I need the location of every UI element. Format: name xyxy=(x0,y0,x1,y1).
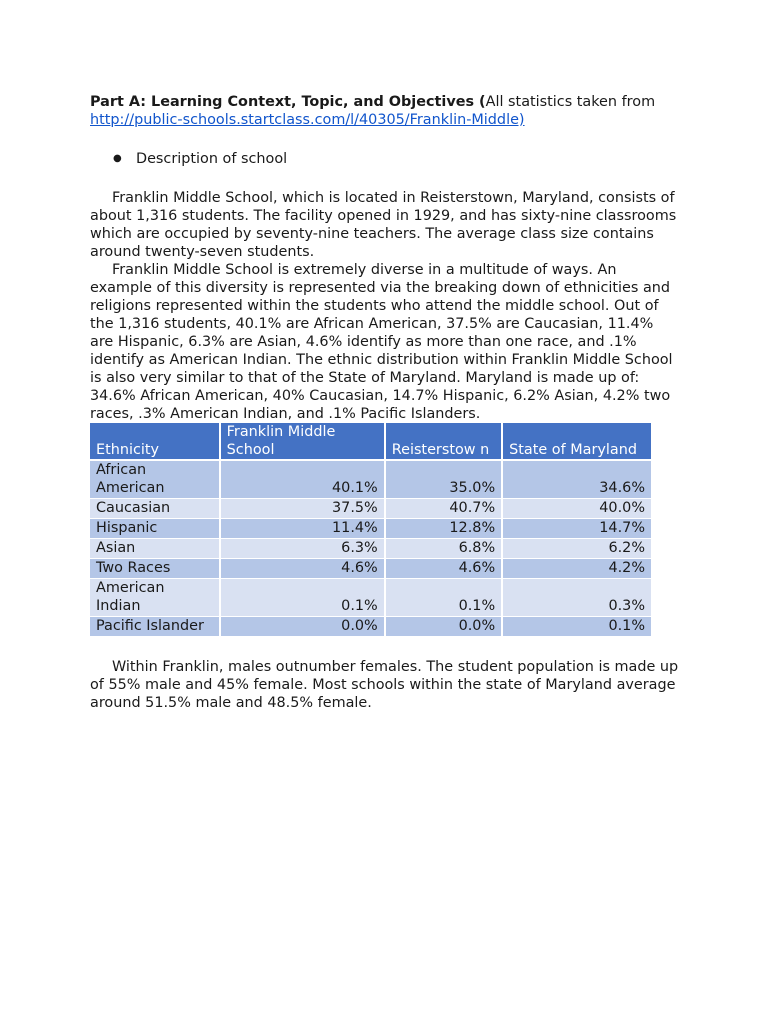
table-row xyxy=(90,539,652,559)
cell-reisterstown: 0.0% xyxy=(385,617,502,637)
header-reisterstown: Reisterstow n xyxy=(385,423,502,460)
cell-franklin: 4.6% xyxy=(220,559,385,579)
table-row xyxy=(90,519,652,539)
table-header-row xyxy=(90,423,652,460)
cell-reisterstown: 40.7% xyxy=(385,499,502,519)
cell-reisterstown: 6.8% xyxy=(385,539,502,559)
cell-franklin: 40.1% xyxy=(220,460,385,499)
cell-maryland: 0.3% xyxy=(502,579,652,617)
cell-reisterstown: 35.0% xyxy=(385,460,502,499)
document-page xyxy=(90,93,680,712)
heading-plain: All statistics taken from xyxy=(485,94,656,110)
cell-reisterstown: 0.1% xyxy=(385,579,502,617)
cell-maryland: 14.7% xyxy=(502,519,652,539)
ethnicity-table xyxy=(90,423,653,637)
cell-franklin: 0.0% xyxy=(220,617,385,637)
cell-ethnicity: American Indian xyxy=(90,579,220,617)
table-row xyxy=(90,559,652,579)
cell-franklin: 11.4% xyxy=(220,519,385,539)
cell-reisterstown: 4.6% xyxy=(385,559,502,579)
cell-maryland: 0.1% xyxy=(502,617,652,637)
source-link[interactable]: http://public-schools.startclass.com/l/40305/Franklin-Middle) xyxy=(90,112,525,128)
paragraph-diversity: Franklin Middle School is extremely diverse in a multitude of ways. An example of this diversity is represented via the breaking down of ethnicities and religions represented within the students who attend the middle school. Out of the 1,316 students, 40.1% are African American, 37.5% are Caucasian, 11.4% are Hispanic, 6.3% are Asian, 4.6% identify as more than one race, and .1% identify as American Indian. The ethnic distribution within Franklin Middle School is also very similar to that of the State of Maryland. Maryland is made up of: 34.6% African American, 40% Caucasian, 14.7% Hispanic, 6.2% Asian, 4.2% two races, .3% American Indian, and .1% Pacific Islanders. xyxy=(90,262,673,422)
cell-maryland: 6.2% xyxy=(502,539,652,559)
bullet-text: Description of school xyxy=(136,151,288,167)
header-ethnicity: Ethnicity xyxy=(90,423,220,460)
cell-maryland: 4.2% xyxy=(502,559,652,579)
cell-franklin: 6.3% xyxy=(220,539,385,559)
paragraph-gender: Within Franklin, males outnumber females. The student population is made up of 55% male and 45% female. Most schools within the state of Maryland average around 51.5% male and 48.5% female. xyxy=(90,659,679,711)
header-maryland: State of Maryland xyxy=(502,423,652,460)
cell-ethnicity: Caucasian xyxy=(90,499,220,519)
heading-bold: Part A: Learning Context, Topic, and Objectives ( xyxy=(90,94,486,110)
cell-maryland: 34.6% xyxy=(502,460,652,499)
bullet-item xyxy=(90,150,680,168)
cell-ethnicity: Asian xyxy=(90,539,220,559)
cell-ethnicity: Pacific Islander xyxy=(90,617,220,637)
table-row xyxy=(90,579,652,617)
section-heading xyxy=(90,93,680,129)
cell-maryland: 40.0% xyxy=(502,499,652,519)
cell-franklin: 37.5% xyxy=(220,499,385,519)
cell-ethnicity: Hispanic xyxy=(90,519,220,539)
bullet-icon: ● xyxy=(113,153,122,164)
table-row xyxy=(90,617,652,637)
cell-franklin: 0.1% xyxy=(220,579,385,617)
table-row xyxy=(90,460,652,499)
table-row xyxy=(90,499,652,519)
paragraph-school-facts: Franklin Middle School, which is located in Reisterstown, Maryland, consists of about 1,316 students. The facility opened in 1929, and has sixty-nine classrooms which are occupied by seventy-nine teachers. The average class size contains around twenty-seven students. xyxy=(90,190,677,260)
cell-ethnicity: African American xyxy=(90,460,220,499)
header-franklin: Franklin Middle School xyxy=(220,423,385,460)
cell-reisterstown: 12.8% xyxy=(385,519,502,539)
cell-ethnicity: Two Races xyxy=(90,559,220,579)
